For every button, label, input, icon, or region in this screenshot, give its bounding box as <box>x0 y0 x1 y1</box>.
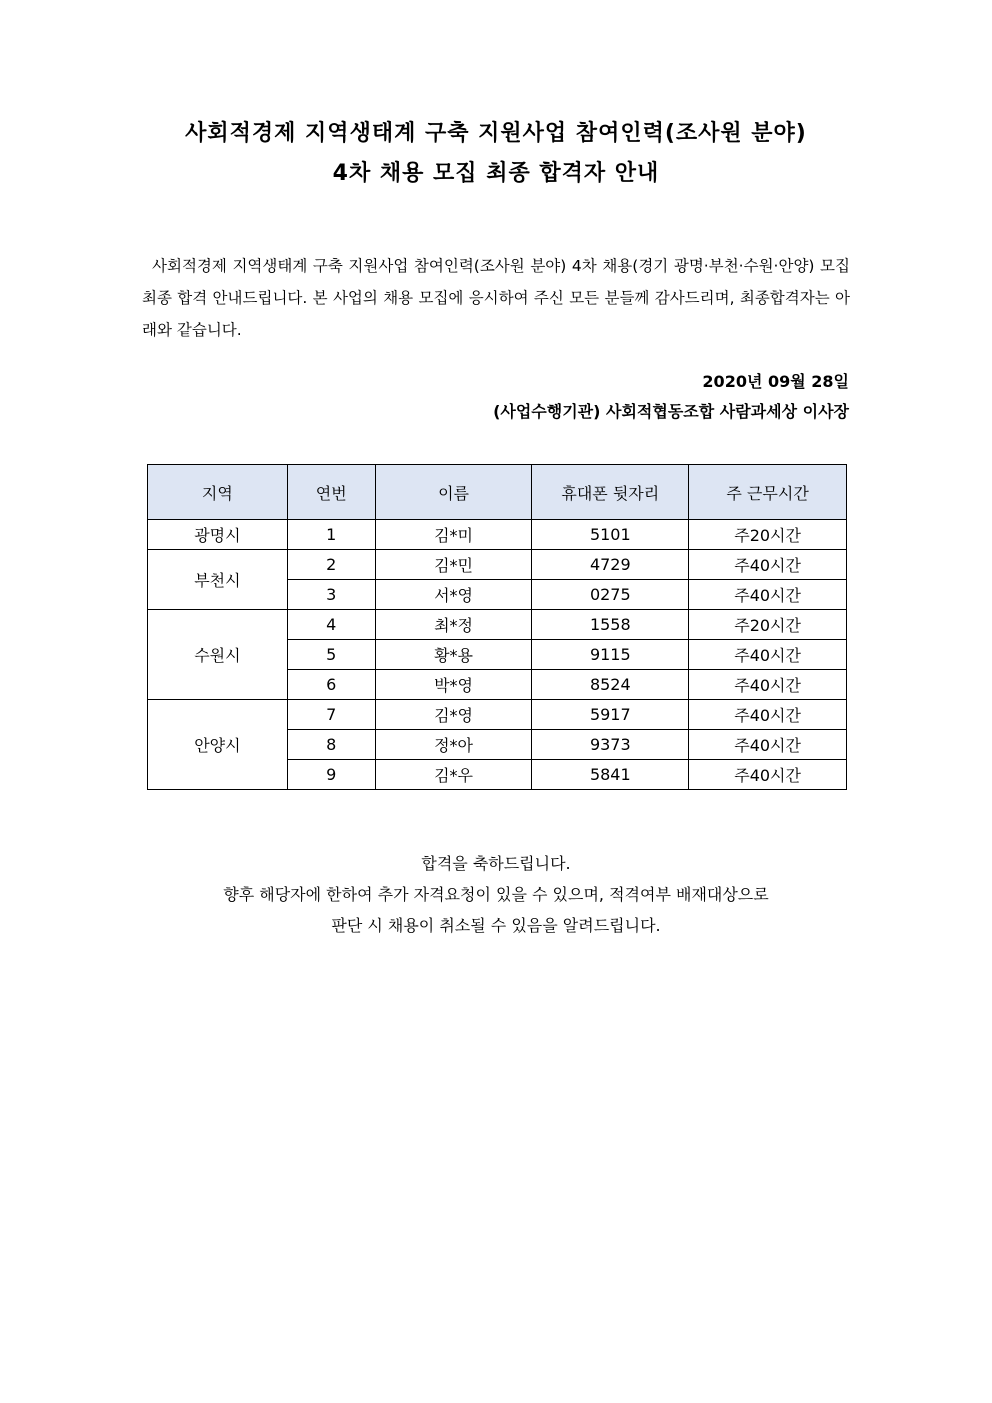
header-number: 연번 <box>287 465 375 520</box>
phone-cell: 5841 <box>532 760 689 790</box>
number-cell: 9 <box>287 760 375 790</box>
closing-message <box>0 848 992 941</box>
number-cell: 6 <box>287 670 375 700</box>
hours-cell: 주20시간 <box>689 610 847 640</box>
name-cell: 최*정 <box>375 610 532 640</box>
hours-cell: 주40시간 <box>689 550 847 580</box>
phone-cell: 1558 <box>532 610 689 640</box>
name-cell: 김*민 <box>375 550 532 580</box>
name-cell: 김*영 <box>375 700 532 730</box>
name-cell: 김*우 <box>375 760 532 790</box>
hours-cell: 주40시간 <box>689 670 847 700</box>
intro-paragraph <box>142 250 850 346</box>
region-cell: 부천시 <box>148 550 288 610</box>
number-cell: 8 <box>287 730 375 760</box>
document-title-line-2: 4차 채용 모집 최종 합격자 안내 <box>332 161 660 186</box>
hours-cell: 주40시간 <box>689 730 847 760</box>
header-name: 이름 <box>375 465 532 520</box>
congratulations-line: 합격을 축하드립니다. <box>421 854 571 873</box>
phone-cell: 9115 <box>532 640 689 670</box>
number-cell: 3 <box>287 580 375 610</box>
hours-cell: 주40시간 <box>689 580 847 610</box>
table-row <box>148 550 847 580</box>
hours-cell: 주40시간 <box>689 700 847 730</box>
phone-cell: 0275 <box>532 580 689 610</box>
intro-text: 사회적경제 지역생태계 구축 지원사업 참여인력(조사원 분야) 4차 채용(경기 광명·부천·수원·안양) 모집 최종 합격 안내드립니다. 본 사업의 채용 모집에 응시하여 주신 모든 분들께 감사드리며, 최종합격자는 아래와 같습니다. <box>142 257 850 339</box>
name-cell: 김*미 <box>375 520 532 550</box>
header-region: 지역 <box>148 465 288 520</box>
region-cell: 수원시 <box>148 610 288 700</box>
name-cell: 정*아 <box>375 730 532 760</box>
hours-cell: 주40시간 <box>689 640 847 670</box>
phone-cell: 8524 <box>532 670 689 700</box>
notice-line: 향후 해당자에 한하여 추가 자격요청이 있을 수 있으며, 적격여부 배재대상으로 <box>223 885 769 904</box>
successful-candidates-table <box>147 464 847 790</box>
issuing-organization: (사업수행기관) 사회적협동조합 사람과세상 이사장 <box>493 402 849 421</box>
name-cell: 서*영 <box>375 580 532 610</box>
name-cell: 박*영 <box>375 670 532 700</box>
phone-cell: 5101 <box>532 520 689 550</box>
number-cell: 1 <box>287 520 375 550</box>
table-row <box>148 610 847 640</box>
number-cell: 4 <box>287 610 375 640</box>
name-cell: 황*용 <box>375 640 532 670</box>
notice-date: 2020년 09월 28일 <box>702 372 849 391</box>
table-row <box>148 520 847 550</box>
region-cell: 안양시 <box>148 700 288 790</box>
document-title-line-1: 사회적경제 지역생태계 구축 지원사업 참여인력(조사원 분야) <box>185 121 807 146</box>
hours-cell: 주20시간 <box>689 520 847 550</box>
number-cell: 5 <box>287 640 375 670</box>
number-cell: 7 <box>287 700 375 730</box>
phone-cell: 5917 <box>532 700 689 730</box>
header-phone: 휴대폰 뒷자리 <box>532 465 689 520</box>
table-header-row <box>148 465 847 520</box>
phone-cell: 4729 <box>532 550 689 580</box>
header-hours: 주 근무시간 <box>689 465 847 520</box>
hours-cell: 주40시간 <box>689 760 847 790</box>
region-cell: 광명시 <box>148 520 288 550</box>
number-cell: 2 <box>287 550 375 580</box>
phone-cell: 9373 <box>532 730 689 760</box>
table-row <box>148 700 847 730</box>
notice-line: 판단 시 채용이 취소될 수 있음을 알려드립니다. <box>331 916 661 935</box>
